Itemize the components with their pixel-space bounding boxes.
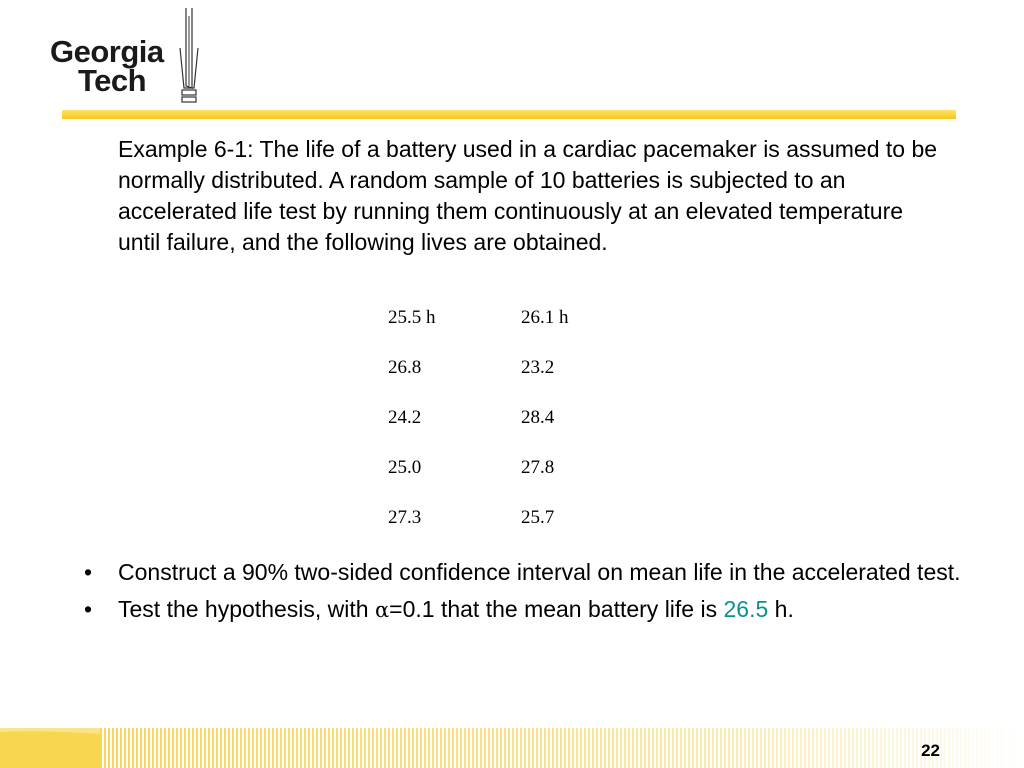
logo-text-tech: Tech bbox=[78, 63, 147, 98]
table-row bbox=[388, 507, 569, 557]
tech-tower-spire-icon bbox=[178, 8, 200, 106]
footer-stripe-band bbox=[0, 728, 1024, 768]
battery-life-table bbox=[388, 307, 569, 557]
table-cell: 26.1 h bbox=[521, 307, 569, 328]
task-text-end: h. bbox=[768, 596, 794, 622]
table-cell: 25.0 bbox=[388, 457, 422, 478]
task-text-start: Test the hypothesis, with bbox=[118, 596, 375, 622]
list-item bbox=[72, 557, 972, 588]
list-item bbox=[72, 594, 972, 626]
page-number: 22 bbox=[921, 741, 940, 760]
table-cell: 25.7 bbox=[521, 507, 555, 528]
logo-text-georgia: Georgia bbox=[50, 34, 164, 69]
georgia-tech-logo bbox=[50, 8, 210, 108]
table-cell: 25.5 h bbox=[388, 307, 436, 328]
example-description: Example 6-1: The life of a battery used in a cardiac pacemaker is assumed to be normally distributed. A random sample of 10 batteries is subjected to an accelerated life test by running them continuously at an elevated temperature until failure, and the following lives are obtained. bbox=[118, 136, 938, 255]
bullet-icon: • bbox=[84, 596, 93, 622]
table-row bbox=[388, 357, 569, 407]
table-row bbox=[388, 457, 569, 507]
table-cell: 23.2 bbox=[521, 357, 555, 378]
task-text: Construct a 90% two-sided confidence interval on mean life in the accelerated test. bbox=[118, 559, 961, 585]
table-cell: 28.4 bbox=[521, 407, 555, 428]
hypothesis-value: 26.5 bbox=[723, 596, 769, 622]
task-list bbox=[72, 557, 972, 632]
task-text-middle: =0.1 that the mean battery life is bbox=[389, 596, 724, 622]
table-cell: 27.3 bbox=[388, 507, 422, 528]
table-cell: 27.8 bbox=[521, 457, 555, 478]
table-row bbox=[388, 407, 569, 457]
table-row bbox=[388, 307, 569, 357]
alpha-symbol: α bbox=[374, 598, 390, 622]
bullet-icon: • bbox=[84, 559, 93, 585]
table-cell: 26.8 bbox=[388, 357, 422, 378]
header-gold-rule bbox=[62, 110, 956, 119]
table-cell: 24.2 bbox=[388, 407, 422, 428]
